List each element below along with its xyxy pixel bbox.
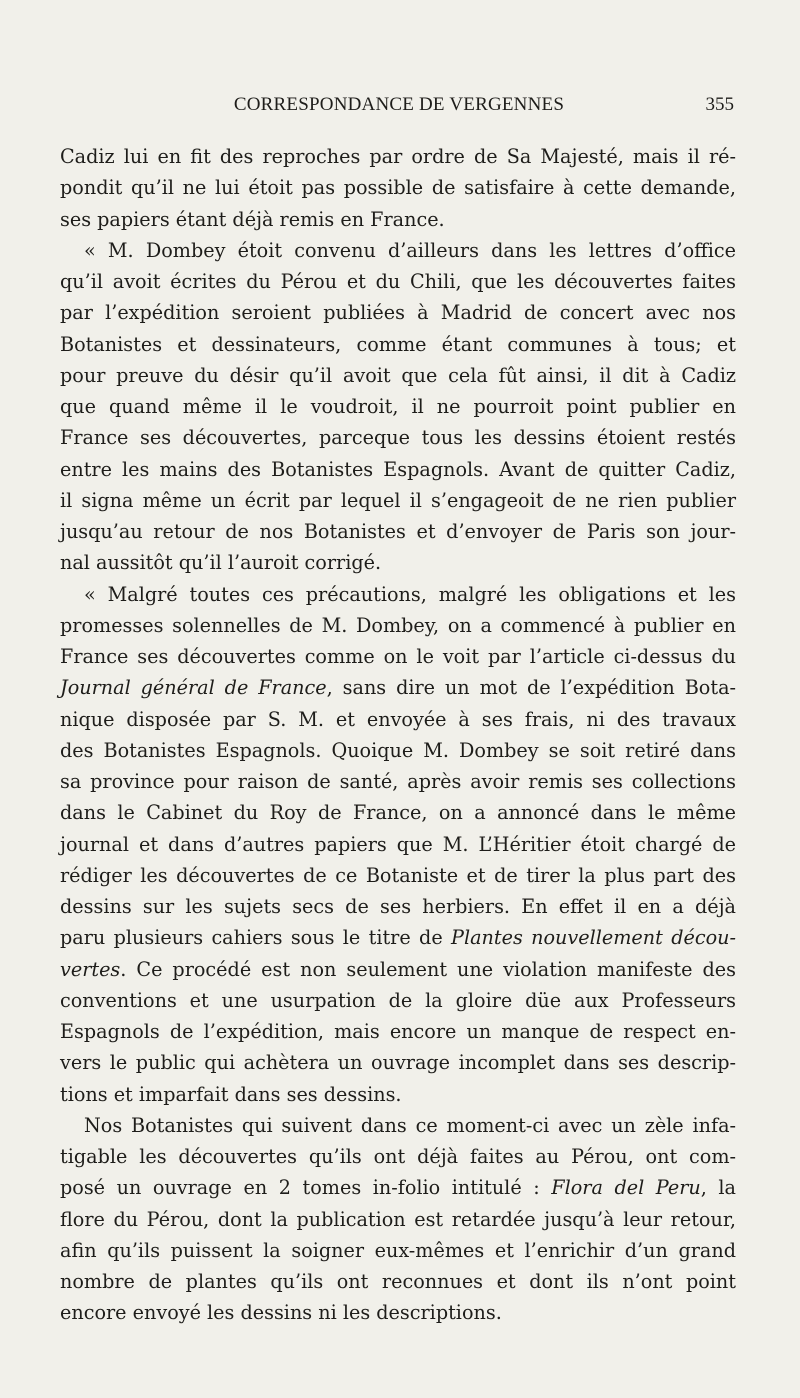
running-title: CORRESPONDANCE DE VERGENNES xyxy=(233,94,565,115)
text-line: sa province pour raison de santé, après avoir remis ses collections xyxy=(60,770,736,793)
text-line: Nos Botanistes qui suivent dans ce moment-ci avec un zèle infa- xyxy=(84,1113,736,1137)
text-line: promesses solennelles de M. Dombey, on a commencé à publier en xyxy=(60,613,736,637)
text-line: pour preuve du désir qu’il avoit que cela fût ainsi, il dit à Cadiz xyxy=(60,363,736,387)
text-line: tigable les découvertes qu’ils ont déjà faites au Pérou, ont com- xyxy=(60,1145,736,1168)
text-line: dans le Cabinet du Roy de France, on a annoncé dans le même xyxy=(60,801,736,825)
text-line: conventions et une usurpation de la gloire düe aux Professeurs xyxy=(60,988,736,1012)
text-line: rédiger les découvertes de ce Botaniste et de tirer la plus part des xyxy=(60,863,736,887)
text-line: nique disposée par S. M. et envoyée à ses frais, ni des travaux xyxy=(60,707,736,731)
text-line: par l’expédition seroient publiées à Madrid de concert avec nos xyxy=(60,301,736,325)
text-line: flore du Pérou, dont la publication est retardée jusqu’à leur retour, xyxy=(60,1207,736,1231)
text-line: jusqu’au retour de nos Botanistes et d’envoyer de Paris son jour- xyxy=(60,520,736,543)
text-line: nal aussitôt qu’il l’auroit corrigé. xyxy=(60,551,382,575)
text-line: France ses découvertes comme on le voit par l’article ci-dessus du xyxy=(60,645,736,668)
body-text xyxy=(60,141,736,1329)
text-line: afin qu’ils puissent la soigner eux-mêmes et l’enrichir d’un grand xyxy=(60,1238,736,1262)
page-number: 355 xyxy=(705,94,734,115)
journal-title: Journal général de France xyxy=(60,676,327,700)
text-line: vers le public qui achètera un ouvrage incomplet dans ses descrip- xyxy=(60,1051,736,1075)
text-line: il signa même un écrit par lequel il s’engageoit de ne rien publier xyxy=(60,488,736,512)
text-line: posé un ouvrage en 2 tomes in-folio intitulé : Flora del Peru, la xyxy=(60,1176,736,1200)
text-line: des Botanistes Espagnols. Quoique M. Dombey se soit retiré dans xyxy=(60,738,736,762)
text-line: tions et imparfait dans ses dessins. xyxy=(60,1082,402,1106)
text-line: paru plusieurs cahiers sous le titre de Plantes nouvellement décou- xyxy=(60,926,736,950)
flora-title: Flora del Peru xyxy=(551,1176,701,1200)
text-line: « Malgré toutes ces précautions, malgré les obligations et les xyxy=(84,582,736,606)
text-line: dessins sur les sujets secs de ses herbiers. En effet il en a déjà xyxy=(60,895,736,918)
text-line: Journal général de France, sans dire un mot de l’expédition Bota- xyxy=(60,676,736,700)
text-line: nombre de plantes qu’ils ont reconnues et dont ils n’ont point xyxy=(60,1270,736,1293)
book-title: Plantes nouvellement décou- xyxy=(451,926,736,950)
book-title-cont: vertes xyxy=(60,957,121,981)
text-line: pondit qu’il ne lui étoit pas possible de satisfaire à cette demande, xyxy=(60,176,736,200)
text-line: vertes. Ce procédé est non seulement une violation manifeste des xyxy=(60,957,736,981)
text-line: ses papiers étant déjà remis en France. xyxy=(60,207,445,231)
text-line: journal et dans d’autres papiers que M. L’Héritier étoit chargé de xyxy=(60,832,736,856)
text-line: « M. Dombey étoit convenu d’ailleurs dans les lettres d’office xyxy=(84,238,736,262)
text-line: encore envoyé les dessins ni les descriptions. xyxy=(60,1301,502,1325)
text-line: France ses découvertes, parceque tous les dessins étoient restés xyxy=(60,426,736,450)
text-line: Espagnols de l’expédition, mais encore un manque de respect en- xyxy=(60,1020,736,1043)
text-line: Cadiz lui en fit des reproches par ordre de Sa Majesté, mais il ré- xyxy=(60,145,736,168)
running-header xyxy=(64,94,734,124)
text-line: que quand même il le voudroit, il ne pourroit point publier en xyxy=(60,395,736,418)
text-line: Botanistes et dessinateurs, comme étant communes à tous; et xyxy=(60,332,736,356)
text-line: entre les mains des Botanistes Espagnols. Avant de quitter Cadiz, xyxy=(60,457,736,481)
text-line: qu’il avoit écrites du Pérou et du Chili, que les découvertes faites xyxy=(60,270,736,293)
